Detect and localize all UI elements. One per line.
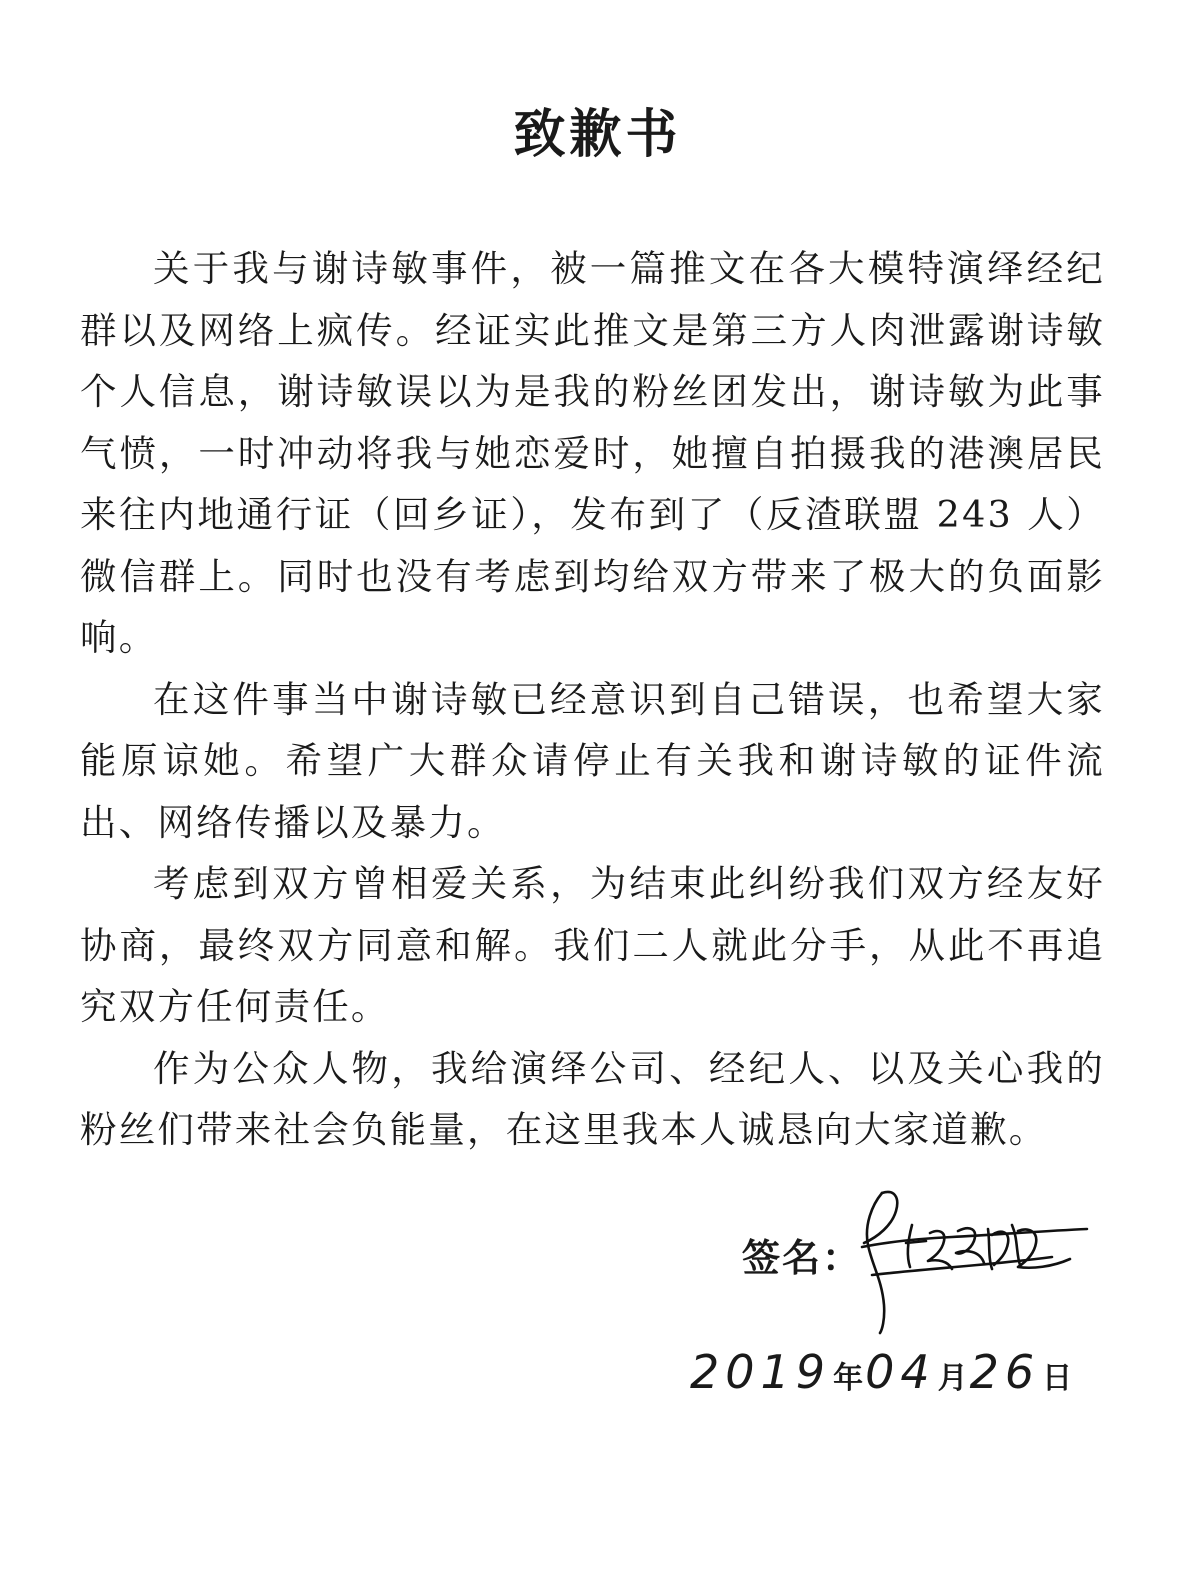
signature-block [742, 1185, 1102, 1315]
paragraph-3: 考虑到双方曾相爱关系，为结束此纠纷我们双方经友好协商，最终双方同意和解。我们二人就此分手，从此不再追究双方任何责任。 [80, 862, 1105, 1028]
date-day: 26 [969, 1345, 1041, 1399]
date-month-unit: 月 [937, 1361, 968, 1396]
paragraph-2: 在这件事当中谢诗敏已经意识到自己错误，也希望大家能原谅她。希望广大群众请停止有关我和谢诗敏的证件流出、网络传播以及暴力。 [80, 677, 1105, 844]
paragraph-4: 作为公众人物，我给演绎公司、经纪人、以及关心我的粉丝们带来社会负能量，在这里我本人诚恳向大家道歉。 [80, 1046, 1105, 1151]
letter-body [80, 238, 1105, 1161]
handwritten-signature [842, 1185, 1102, 1335]
date-month: 04 [865, 1345, 936, 1399]
paragraph-1: 关于我与谢诗敏事件，被一篇推文在各大模特演绎经纪群以及网络上疯传。经证实此推文是第三方人肉泄露谢诗敏个人信息，谢诗敏误以为是我的粉丝团发出，谢诗敏为此事气愤，一时冲动将我与她恋爱时，她擅自拍摄我的港澳居民来往内地通行证（回乡证），发布到了（反渣联盟 243 人）微信群上。同时也没有考虑到均给双方带来了极大的负面影响。 [80, 247, 1105, 659]
signature-label: 签名： [742, 1236, 863, 1280]
date-line [690, 1345, 1110, 1415]
page-title: 致歉书 [513, 105, 682, 165]
date-year-unit: 年 [833, 1361, 864, 1396]
date-year: 2019 [690, 1345, 832, 1399]
date-day-unit: 日 [1042, 1361, 1073, 1396]
